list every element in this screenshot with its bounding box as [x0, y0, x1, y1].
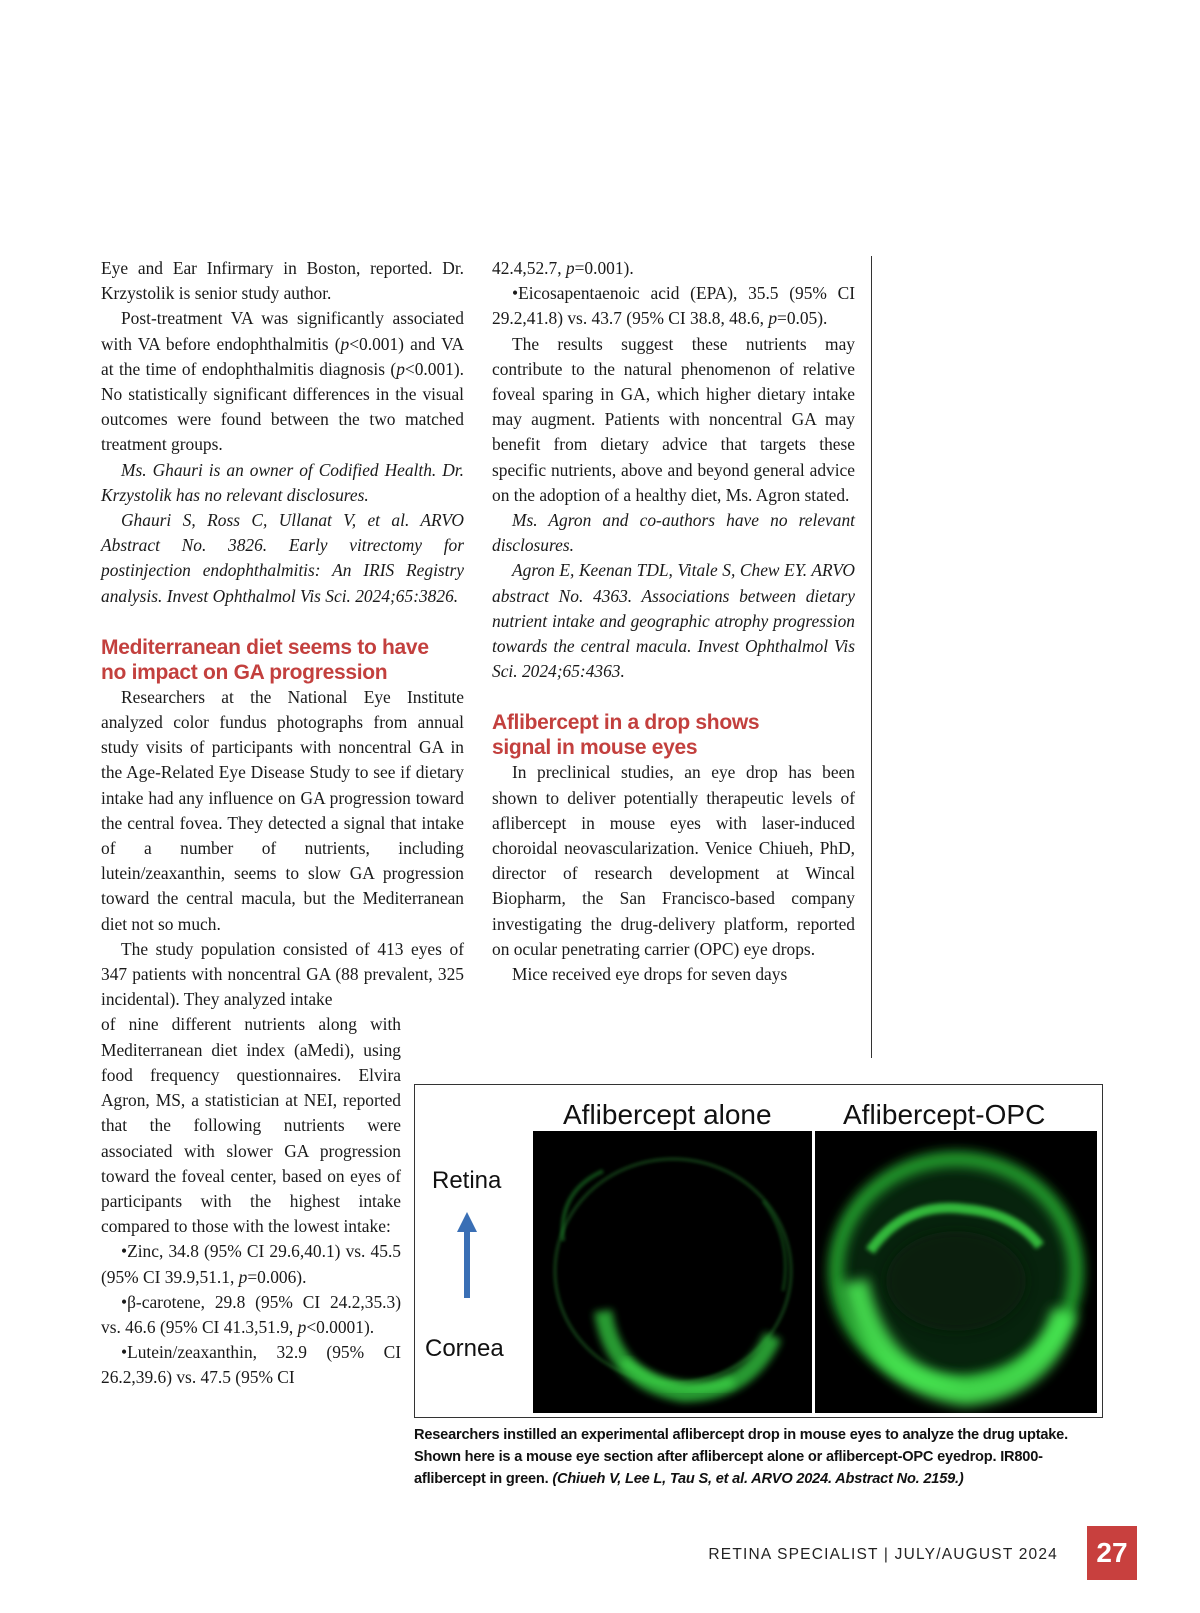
heading-line: signal in mouse eyes: [492, 736, 698, 760]
paragraph: Researchers at the National Eye Institute analyzed color fundus photographs from annual study visits of participants with noncentral GA in the Age-Related Eye Disease Study to see if dietary intake had any influence on GA progression toward the central fovea. They detected a signal that intake of a number of nutrients, including lutein/zeaxanthin, seems to slow GA progression toward the central macula, but the Mediterranean diet not so much.: [101, 686, 464, 934]
figure-title-right: Aflibercept-OPC: [843, 1099, 1046, 1130]
citation: Agron E, Keenan TDL, Vitale S, Chew EY. ARVO abstract No. 4363. Associations between dietary nutrient intake and geographic atrophy progression towards the central macula. Invest Ophthalmol Vis Sci. 2024;65:4363.: [492, 560, 855, 682]
text-run: •Zinc, 34.8 (95% CI 29.6,40.1) vs. 45.5 (95% CI 39.9,51.1,: [101, 1241, 401, 1287]
citation: Ghauri S, Ross C, Ullanat V, et al. ARVO Abstract No. 3826. Early vitrectomy for postinjection endophthalmitis: An IRIS Registry analysis. Invest Ophthalmol Vis Sci. 2024;65:3826.: [101, 510, 464, 606]
text-run: <0.001) and VA at the time of endophthalmitis diagnosis (: [101, 333, 464, 379]
figure-label-retina: Retina: [432, 1167, 502, 1194]
paragraph: The results suggest these nutrients may contribute to the natural phenomenon of relative foveal sparing in GA, which higher dietary intake may augment. Patients with noncentral GA may benefit from dietary advice that targets these specific nutrients, above and beyond general advice on the adoption of a healthy diet, Ms. Agron stated.: [492, 333, 855, 505]
paragraph: [492, 256, 855, 281]
text-run: p: [396, 358, 405, 379]
paragraph: The study population consisted of 413 eyes of 347 patients with noncentral GA (88 prevalent, 325 incidental). They analyzed intake: [101, 938, 464, 1010]
text-run: p: [238, 1266, 248, 1287]
figure-title-left: Aflibercept alone: [563, 1099, 772, 1130]
heading-line: Aflibercept in a drop shows: [492, 711, 760, 735]
disclosure: Ms. Ghauri is an owner of Codified Health. Dr. Krzystolik has no relevant disclosures.: [101, 459, 464, 505]
text-run: p: [565, 258, 575, 278]
text-run: •Eicosapentaenoic acid (EPA), 35.5 (95% CI 29.2,41.8) vs. 43.7 (95% CI 38.8, 48.6,: [492, 283, 855, 329]
page-number: 27: [1087, 1526, 1137, 1580]
right-column: [492, 256, 855, 987]
figure-label-cornea: Cornea: [425, 1335, 504, 1362]
heading-line: Mediterranean diet seems to have: [101, 635, 429, 659]
heading-line: no impact on GA progression: [101, 660, 388, 684]
disclosure: Ms. Agron and co-authors have no relevant disclosures.: [492, 510, 855, 556]
narrow-text-block: [101, 1012, 401, 1390]
text-run: =0.001).: [574, 258, 634, 278]
text-run: •β-carotene, 29.8 (95% CI 24.2,35.3) vs. 46.6 (95% CI 41.3,51.9,: [101, 1291, 401, 1337]
paragraph: In preclinical studies, an eye drop has been shown to deliver potentially therapeutic levels of aflibercept in mouse eyes with laser-induced choroidal neovascularization. Venice Chiueh, PhD, director of research development at Wincal Biopharm, the San Francisco-based company investigating the drug-delivery platform, reported on ocular penetrating carrier (OPC) eye drops.: [492, 762, 855, 959]
footer-running-title: RETINA SPECIALIST | JULY/AUGUST 2024: [708, 1546, 1058, 1563]
fluorescence-image-right: [815, 1131, 1097, 1413]
text-run: p: [768, 308, 778, 329]
left-column: [101, 256, 464, 1391]
bullet-item: [101, 1290, 401, 1340]
text-run: p: [297, 1316, 307, 1337]
fluorescence-image-left: [533, 1131, 812, 1413]
text-run: 42.4,52.7,: [492, 258, 566, 278]
bullet-item: [101, 1239, 401, 1289]
text-run: =0.05).: [777, 308, 828, 329]
up-arrow-icon: [455, 1210, 479, 1300]
column-rule: [871, 256, 872, 1058]
bullet-item: [492, 281, 855, 331]
text-run: =0.006).: [247, 1266, 307, 1287]
text-run: Post-treatment VA was significantly associated with VA before endophthalmitis (: [101, 308, 464, 354]
paragraph: [101, 306, 464, 457]
caption-text: Researchers instilled an experimental aflibercept drop in mouse eyes to analyze the drug uptake. Shown here is a mouse eye section after aflibercept alone or aflibercept-OPC eyedrop. IR800-aflibercept in green.: [414, 1427, 1068, 1487]
text-run: <0.001). No statistically significant differences in the visual outcomes were found between the two matched treatment groups.: [101, 358, 464, 455]
paragraph: Mice received eye drops for seven days: [512, 964, 788, 985]
paragraph: of nine different nutrients along with Mediterranean diet index (aMedi), using food frequency questionnaires. Elvira Agron, MS, a statistician at NEI, reported that the following nutrients were associated with slower GA progression toward the foveal center, based on eyes of participants with the highest intake compared to those with the lowest intake:: [101, 1014, 401, 1237]
figure-caption: [414, 1424, 1104, 1490]
section-heading: [492, 710, 855, 760]
panel-aflibercept-opc: [815, 1131, 1097, 1413]
panel-aflibercept-alone: [533, 1131, 812, 1413]
paragraph: Eye and Ear Infirmary in Boston, reported. Dr. Krzystolik is senior study author.: [101, 258, 464, 304]
text-run: p: [340, 333, 350, 354]
figure: [414, 1084, 1103, 1418]
bullet-item: •Lutein/zeaxanthin, 32.9 (95% CI 26.2,39.6) vs. 47.5 (95% CI: [101, 1342, 401, 1388]
text-run: <0.0001).: [306, 1316, 375, 1337]
section-heading: [101, 635, 464, 685]
caption-citation: (Chiueh V, Lee L, Tau S, et al. ARVO 2024. Abstract No. 2159.): [552, 1471, 964, 1487]
